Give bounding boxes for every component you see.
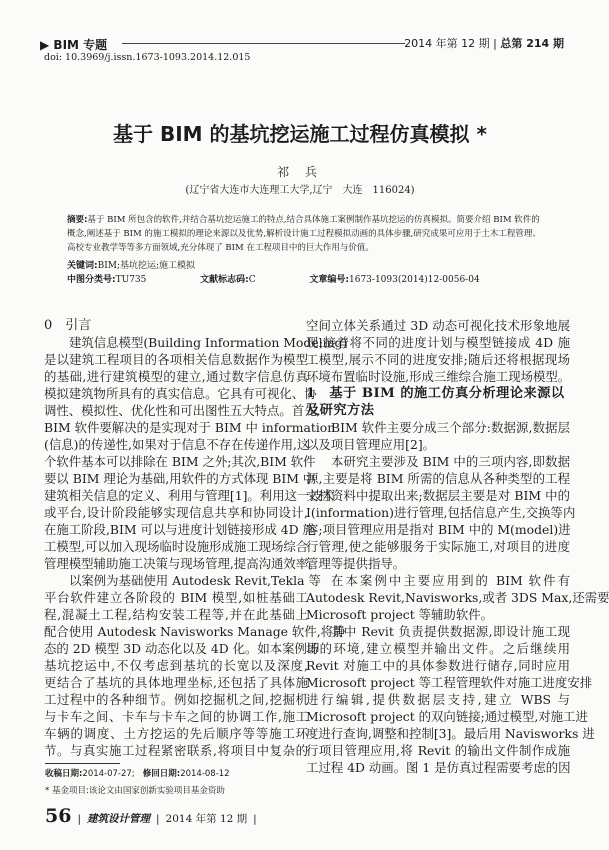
affiliation: (辽宁省大连市大连理工大学,辽宁 大连 116024) (185, 185, 415, 196)
issue-number: 2014 年第 12 期 (404, 37, 490, 50)
text-line: 态的 2D 模型 3D 动态化以及 4D 化。如本案例即 (44, 641, 320, 656)
text-line: 建筑信息模型(Building Information Modeling) (69, 335, 348, 350)
text-line: 配合使用 Autodesk Navisworks Manage 软件,将静 (44, 624, 346, 639)
header-rule (122, 43, 405, 44)
text-line: 的基础,进行建筑模型的建立,通过数字信息仿真 (44, 369, 308, 384)
text-line: 要以 BIM 理论为基础,用软件的方式体现 BIM 中 (44, 471, 316, 486)
text-line: 建筑相关信息的定义、利用与管理[1]。利用这一技术 (44, 488, 335, 503)
text-line: Microsoft project 的双向链接;通过模型,对施工进 (306, 709, 588, 724)
text-line: (信息)的传递性,如果对于信息不存在传递作用,这 (44, 437, 310, 452)
clc-label: 中图分类号: (67, 275, 116, 285)
text-line: 模拟建筑物所具有的真实信息。它具有可视化、协 (44, 386, 317, 401)
text-line: 工过程 4D 动画。图 1 是仿真过程需要考虑的因 (306, 760, 571, 775)
text-line: 与卡车之间、卡车与卡车之间的协调工作,施工 (44, 709, 308, 724)
text-line: BIM 软件主要分成三个部分:数据源,数据层 (331, 420, 570, 435)
doi: doi: 10.3969/j.issn.1673-1093.2014.12.015 (44, 52, 251, 63)
text-line: 进行编辑,提供数据层支持,建立 WBS 与 (306, 692, 570, 707)
text-line: 节。与真实施工过程紧密联系,将项目中复杂的 (44, 743, 308, 758)
text-line: 调性、模拟性、优化性和可出图性五大特点。首先, (44, 403, 321, 418)
abstract (67, 213, 547, 255)
text-line: 在施工阶段,BIM 可以与进度计划链接形成 4D 施 (44, 522, 315, 537)
page-number: 56 (45, 805, 72, 827)
footer-issue: 2014 年第 12 期 (165, 813, 248, 825)
text-line: 源,主要是将 BIM 所需的信息从各种类型的工程 (306, 471, 570, 486)
article-number-label: 文章编号: (309, 275, 349, 285)
keywords-label: 关键词: (67, 261, 98, 271)
section-heading: 及研究方法 (306, 403, 375, 418)
classification (67, 272, 547, 285)
text-line: BIM 软件要解决的是实现对于 BIM 中 information (44, 420, 336, 435)
received-date: 2014-07-27; (82, 769, 135, 779)
text-line: 环境布置临时设施,形成三维综合施工现场模型。 (306, 369, 571, 384)
text-line: 场的环境,建立模型并输出文件。之后继续用 (306, 641, 570, 656)
text-line: 基坑挖运中,不仅考虑到基坑的长宽以及深度, (44, 658, 308, 673)
text-line: 行项目管理应用,将 Revit 的输出文件制作成施 (306, 743, 570, 758)
text-line: I(information)进行管理,包括信息产生,交换等内 (306, 505, 576, 520)
text-line: Autodesk Revit,Navisworks,或者 3DS Max,还需要 (306, 590, 609, 605)
revised-date: 2014-08-12 (180, 769, 230, 779)
text-line: Microsoft project 等辅助软件。 (306, 607, 493, 622)
abstract-label: 摘要: (67, 215, 88, 225)
text-line: Revit 对施工中的具体参数进行储存,同时应用 (306, 658, 570, 673)
text-line: 本研究主要涉及 BIM 中的三项内容,即数据 (331, 454, 570, 469)
text-line: 或平台,设计阶段能够实现信息共享和协同设计, (44, 505, 308, 520)
section-name: BIM 专题 (53, 38, 108, 52)
keywords (67, 258, 195, 271)
text-line: 现;接着将不同的进度计划与模型链接成 4D 施 (306, 335, 570, 350)
received-label: 收稿日期: (45, 769, 83, 779)
text-line: 文档资料中提取出来;数据层主要是对 BIM 中的 (306, 488, 570, 503)
text-line: 容;项目管理应用是指对 BIM 中的 M(model)进 (306, 522, 571, 537)
text-line: 更结合了基坑的具体地理坐标,还包括了具体施 (44, 675, 308, 690)
text-line: 工模型,可以加入现场临时设施形成施工现场综合 (44, 539, 309, 554)
text-line: 管理模型辅助施工决策与现场管理,提高沟通效率。 (44, 556, 321, 571)
text-line: 平台软件建立各阶段的 BIM 模型,如桩基础工 (44, 590, 308, 605)
text-line: 管理等提供指导。 (306, 556, 406, 571)
text-line: 以案例为基础使用 Autodesk Revit,Tekla 等 (69, 573, 321, 588)
text-line: 行管理,使之能够服务于实际施工,对项目的进度 (306, 539, 570, 554)
author: 祁 兵 (277, 165, 323, 179)
journal-name: 建筑设计管理 (87, 813, 150, 825)
keywords-text: BIM;基坑挖运;施工模拟 (97, 261, 196, 271)
text-line: 以及项目管理应用[2]。 (306, 437, 436, 452)
doc-code-label: 文献标志码: (200, 275, 249, 285)
text-line: 空间立体关系通过 3D 动态可视化技术形象地展 (306, 318, 570, 333)
text-line: 是以建筑工程项目的各项相关信息数据作为模型 (44, 352, 308, 367)
section-label (40, 36, 107, 53)
text-line: 个软件基本可以排除在 BIM 之外;其次,BIM 软件 (44, 454, 316, 469)
text-line: 程,混凝土工程,结构安装工程等,并在此基础上 (44, 607, 308, 622)
article-number-value: 1673-1093(2014)12-0056-04 (349, 275, 480, 285)
abstract-text: 基于 BIM 所包含的软件,并结合基坑挖运施工的特点,结合具体施工案例制作基坑挖运的仿真模拟。简要介绍 BIM 软件的概念,阐述基于 BIM 的施工模拟的理论来源以及优势,解析设计施工过程模拟动画的具体步骤,研究成果可应用于土木工程管理、高校专业教学等等多方面领域,充分体现了 BIM 在工程项目中的巨大作用与价值。 (67, 215, 541, 253)
clc-value: TU735 (115, 275, 147, 285)
footnote-rule (45, 763, 120, 764)
text-line: 其中 Revit 负责提供数据源,即设计施工现 (331, 624, 570, 639)
text-line: Microsoft project 等工程管理软件对施工进度安排 (306, 675, 593, 690)
text-line: 工模型,展示不同的进度安排;随后还将根据现场 (306, 352, 570, 367)
section-heading: 0 引言 (44, 318, 92, 333)
text-line: 工过程中的各种细节。例如挖掘机之间,挖掘机 (44, 692, 308, 707)
page-footer: 56 | 建筑设计管理 | 2014 年第 12 期 | (45, 805, 257, 827)
triangle-marker-icon: ▶ (40, 38, 50, 52)
paper-title: 基于 BIM 的基坑挖运施工过程仿真模拟 * (113, 122, 487, 146)
section-heading: 1 基于 BIM 的施工仿真分析理论来源以 (306, 386, 565, 401)
doc-code-value: C (248, 275, 256, 285)
fund-note: * 基金项目:该论文由国家创新实验项目基金资助 (45, 786, 225, 796)
total-issue-number: 总第 214 期 (500, 37, 564, 50)
right-column (306, 317, 609, 776)
received-dates (45, 767, 230, 779)
text-line: 在本案例中主要应用到的 BIM 软件有 (331, 573, 570, 588)
text-line: 车辆的调度、土方挖运的先后顺序等等施工环 (44, 726, 308, 741)
revised-label: 修回日期: (142, 769, 181, 779)
issue-info: 2014 年第 12 期 | 总第 214 期 (404, 37, 564, 50)
text-line: 度进行查询,调整和控制[3]。最后用 Navisworks 进 (306, 726, 595, 741)
